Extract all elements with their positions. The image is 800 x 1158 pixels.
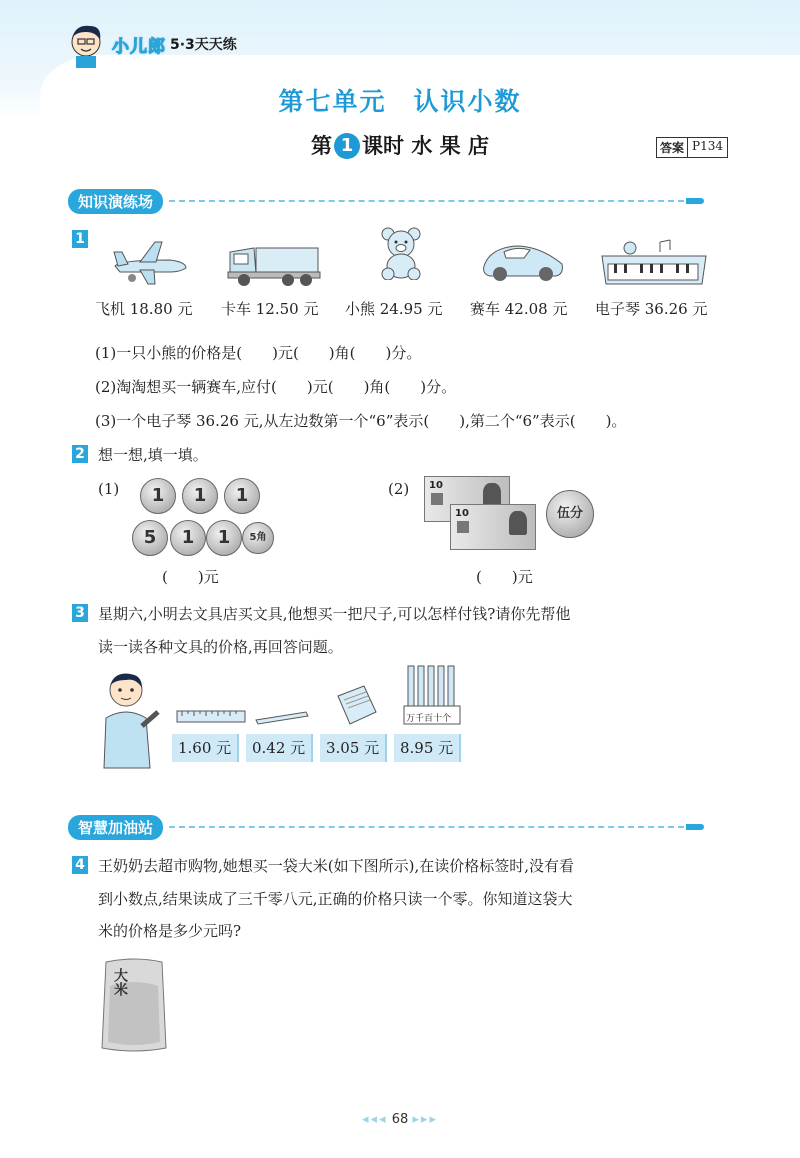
q2-title: 想一想,填一填。 — [98, 446, 208, 464]
pencil-case-icon — [254, 708, 310, 730]
brand-sub: 5·3天天练 — [170, 37, 237, 53]
brand-name: 小儿郎 — [112, 36, 166, 57]
note-qr-icon — [457, 521, 469, 533]
boy-illustration-icon — [96, 668, 166, 776]
left-arrows-icon: ◂◂◂ — [362, 1112, 388, 1127]
price-tag: 1.60 元 — [172, 734, 239, 762]
note-qr-icon — [431, 493, 443, 505]
pencil-icon — [686, 824, 704, 830]
mascot-icon — [66, 20, 108, 68]
teddy-bear-icon — [376, 226, 426, 284]
item-label: 赛车 42.08 元 — [470, 300, 568, 318]
q1-part3: (3)一个电子琴 36.26 元,从左边数第一个“6”表示( ),第二个“6”表示( )。 — [95, 412, 627, 430]
section-challenge — [68, 815, 704, 839]
note-value: 10 — [429, 480, 443, 491]
q4-line2: 到小数点,结果读成了三千零八元,正确的价格只读一个零。你知道这袋大 — [98, 890, 573, 908]
coin-1jiao: 1 — [170, 520, 206, 556]
abacus-label: 万千百十个 — [406, 714, 452, 724]
q2-blank2: ( )元 — [476, 568, 533, 586]
section-practice-label: 知识演练场 — [68, 189, 163, 214]
q3-line2: 读一读各种文具的价格,再回答问题。 — [98, 638, 343, 656]
coin-5jiao: 5 — [132, 520, 168, 556]
ruler-icon — [176, 708, 246, 728]
page-number: 68 — [391, 1112, 409, 1127]
q4-line3: 米的价格是多少元吗? — [98, 922, 242, 940]
lesson-prefix: 第 — [311, 134, 333, 158]
coin-1yuan: 1 — [224, 478, 260, 514]
unit-title: 第七单元 认识小数 — [278, 87, 522, 116]
item-label: 卡车 12.50 元 — [221, 300, 319, 318]
price-tag: 8.95 元 — [394, 734, 461, 762]
pencil-icon — [686, 198, 704, 204]
notebook-icon — [334, 684, 380, 732]
q1-part1: (1)一只小熊的价格是( )元( )角( )分。 — [95, 344, 422, 362]
coin-1yuan: 1 — [140, 478, 176, 514]
question-number: 1 — [72, 230, 88, 248]
coin-1jiao: 1 — [206, 520, 242, 556]
price-tag: 0.42 元 — [246, 734, 313, 762]
answer-page: P134 — [692, 139, 723, 153]
q2-blank1: ( )元 — [162, 568, 219, 586]
item-label: 飞机 18.80 元 — [95, 300, 193, 318]
question-number: 3 — [72, 604, 88, 622]
rice-bag-icon — [98, 956, 170, 1054]
answer-label: 答案 — [657, 138, 688, 157]
coin-5fen: 伍分 — [546, 490, 594, 538]
coin-1yuan: 1 — [182, 478, 218, 514]
question-number: 4 — [72, 856, 88, 874]
brand — [66, 20, 237, 68]
note-value: 10 — [455, 508, 469, 519]
price-tag: 3.05 元 — [320, 734, 387, 762]
note-portrait-icon — [509, 511, 527, 535]
q4-line1: 王奶奶去超市购物,她想买一袋大米(如下图所示),在读价格标签时,没有看 — [98, 857, 575, 875]
rice-bag-label: 大米 — [112, 968, 128, 996]
q2-part2-label: (2) — [388, 480, 410, 498]
airplane-icon — [110, 238, 190, 292]
dashed-divider — [169, 826, 684, 828]
section-practice — [68, 189, 704, 213]
question-number: 2 — [72, 445, 88, 463]
banknote-10yuan — [450, 504, 536, 550]
truck-icon — [226, 238, 322, 292]
lesson-suffix: 课时 水 果 店 — [362, 134, 489, 158]
page-footer — [0, 1112, 800, 1127]
item-label: 小熊 24.95 元 — [345, 300, 443, 318]
item-label: 电子琴 36.26 元 — [595, 300, 708, 318]
answer-reference — [656, 137, 728, 158]
coin-5jiao-small: 5角 — [242, 522, 274, 554]
race-car-icon — [480, 236, 566, 290]
right-arrows-icon: ▸▸▸ — [412, 1112, 438, 1127]
q3-line1: 星期六,小明去文具店买文具,他想买一把尺子,可以怎样付钱?请你先帮他 — [98, 605, 571, 623]
section-challenge-label: 智慧加油站 — [68, 815, 163, 840]
q1-part2: (2)淘淘想买一辆赛车,应付( )元( )角( )分。 — [95, 378, 457, 396]
dashed-divider — [169, 200, 684, 202]
q2-part1-label: (1) — [98, 480, 120, 498]
keyboard-icon — [600, 238, 708, 290]
lesson-number: 1 — [334, 133, 360, 159]
